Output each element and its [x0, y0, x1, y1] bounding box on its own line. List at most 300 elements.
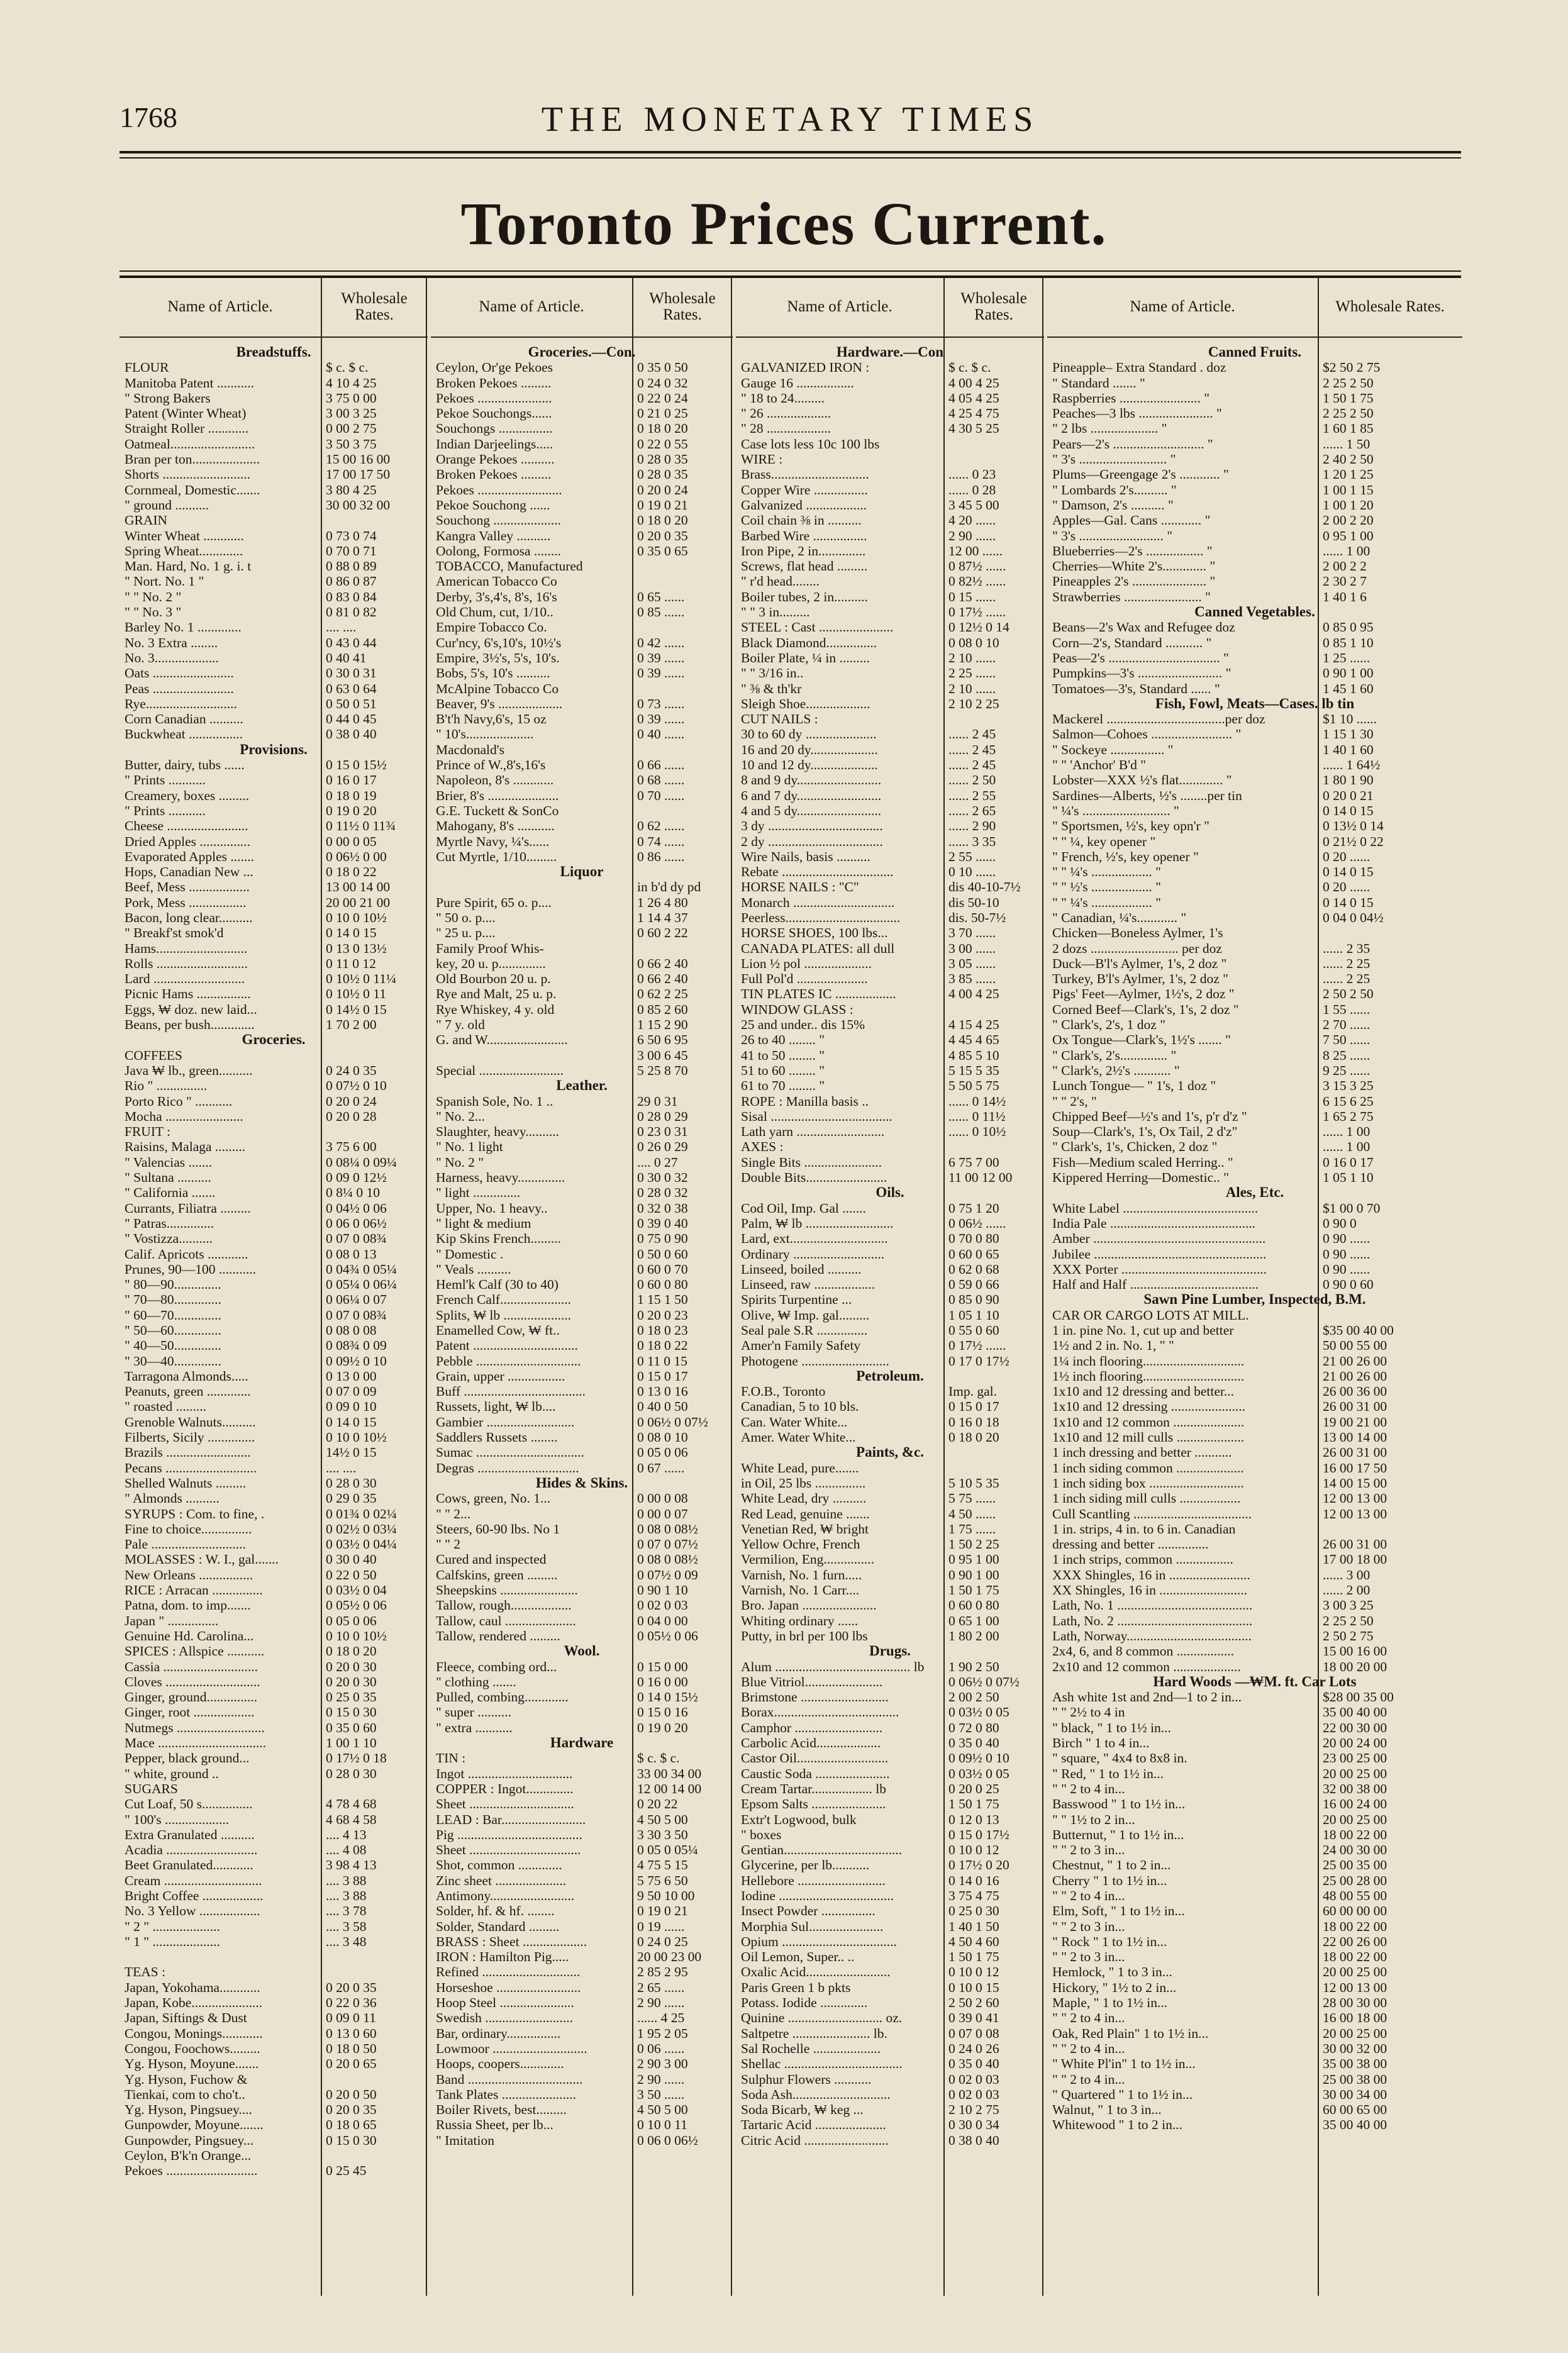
wholesale-rate: .... 4 13: [326, 1827, 367, 1842]
article-name: Sumac ................................: [436, 1445, 584, 1460]
wholesale-rate: 1 40 1 50: [948, 1918, 999, 1934]
article-name: BRASS : Sheet ...................: [436, 1933, 587, 1949]
wholesale-rate: 26 00 36 00: [1323, 1384, 1387, 1399]
article-name: F.O.B., Toronto: [741, 1384, 826, 1399]
wholesale-rate: 18 00 22 00: [1323, 1918, 1387, 1934]
article-name: Cod Oil, Imp. Gal .......: [741, 1200, 866, 1216]
price-row: [431, 971, 733, 986]
price-row: [120, 1185, 428, 1200]
article-name: Beans, per bush.............: [125, 1017, 255, 1033]
price-row: [736, 1216, 1044, 1231]
price-row: [120, 1995, 428, 2010]
article-name: Tartaric Acid .....................: [741, 2117, 886, 2133]
price-row: [736, 2117, 1044, 2132]
wholesale-rate: 0 39 0 41: [948, 2010, 999, 2026]
wholesale-rate: 1 50 1 75: [948, 1796, 999, 1812]
price-row: [736, 1201, 1044, 1216]
price-row: [736, 2041, 1044, 2056]
wholesale-rate: 0 15 0 16: [637, 1705, 688, 1720]
article-name: French Calf.....................: [436, 1292, 571, 1308]
price-row: [1047, 1552, 1462, 1567]
article-name: Maple, " 1 to 1½ in...: [1052, 1995, 1168, 2011]
page-title: Toronto Prices Current.: [460, 190, 1108, 257]
article-name: " Damson, 2's .......... ": [1052, 497, 1174, 513]
article-name: Birch " 1 to 4 in...: [1052, 1735, 1150, 1751]
article-name: Pekoe Souchong ......: [436, 497, 550, 513]
price-row: [736, 543, 1044, 559]
wholesale-rate: ...... 0 23: [948, 467, 996, 482]
wholesale-rate: 2 00 2 20: [1323, 513, 1374, 528]
article-name: Cherry " 1 to 1½ in...: [1052, 1872, 1167, 1888]
article-name: Hardware.—Con: [836, 345, 944, 360]
article-name: Calif. Apricots ............: [125, 1246, 248, 1262]
article-name: Corn Canadian ..........: [125, 711, 243, 727]
price-row: [736, 604, 1044, 620]
wholesale-rate: 0 28 0 29: [637, 1108, 688, 1124]
price-row: [736, 1277, 1044, 1292]
price-row: [1047, 2117, 1462, 2132]
wholesale-rate: 1 50 1 75: [948, 1949, 999, 1965]
column-header-name: Name of Article.: [1047, 277, 1318, 338]
article-name: Manitoba Patent ...........: [125, 375, 255, 391]
price-row: [120, 2026, 428, 2041]
wholesale-rate: 1 14 4 37: [637, 909, 688, 925]
wholesale-rate: 0 16 0 17: [1323, 1154, 1374, 1170]
section-heading: [1047, 1292, 1462, 1307]
price-row: [431, 1613, 733, 1628]
wholesale-rate: 14½ 0 15: [326, 1445, 377, 1460]
article-name: Extra Granulated ..........: [125, 1827, 255, 1842]
article-name: Orange Pekoes ..........: [436, 452, 555, 467]
price-row: [736, 1139, 1044, 1154]
article-name: Old Bourbon 20 u. p.: [436, 971, 551, 987]
article-name: Old Chum, cut, 1/10..: [436, 604, 553, 620]
article-name: Cream .............................: [125, 1872, 262, 1888]
article-name: AXES :: [741, 1139, 784, 1155]
wholesale-rate: 18 00 22 00: [1323, 1827, 1387, 1842]
wholesale-rate: 1 00 1 20: [1323, 497, 1374, 513]
article-name: " " 3/16 in..: [741, 665, 804, 681]
article-name: Evaporated Apples .......: [125, 848, 254, 864]
price-row: [120, 971, 428, 986]
wholesale-rate: 0 17½ 0 18: [326, 1750, 387, 1766]
wholesale-rate: 5 50 5 75: [948, 1078, 999, 1094]
price-row: [1047, 895, 1462, 910]
wholesale-rate: 0 90 1 00: [948, 1567, 999, 1583]
price-row: [1047, 498, 1462, 513]
wholesale-rate: 4 50 4 60: [948, 1933, 999, 1949]
wholesale-rate: 22 00 30 00: [1323, 1720, 1387, 1735]
wholesale-rate: 1 15 1 30: [1323, 726, 1374, 742]
price-row: [1047, 864, 1462, 879]
article-name: Java ₩ lb., green..........: [125, 1062, 253, 1078]
article-name: Ginger, ground...............: [125, 1689, 258, 1705]
article-name: Coil chain ⅜ in ..........: [741, 513, 862, 528]
article-name: Peas ........................: [125, 681, 234, 696]
wholesale-rate: 1 50 2 25: [948, 1537, 999, 1552]
wholesale-rate: 4 50 ......: [948, 1506, 996, 1521]
wholesale-rate: 0 90 1 00: [1323, 665, 1374, 681]
article-name: " " 'Anchor' B'd ": [1052, 757, 1147, 773]
wholesale-rate: $35 00 40 00: [1323, 1323, 1394, 1338]
article-name: " 50 o. p....: [436, 909, 496, 925]
wholesale-rate: 3 00 3 25: [326, 406, 377, 421]
wholesale-rate: 4 00 4 25: [948, 986, 999, 1002]
article-name: Harness, heavy..............: [436, 1170, 565, 1186]
price-row: [1047, 1063, 1462, 1078]
article-name: Gauge 16 .................: [741, 375, 854, 391]
price-row: [736, 1613, 1044, 1628]
wholesale-rate: 3 80 4 25: [326, 482, 377, 498]
wholesale-rate: 0 66 2 40: [637, 955, 688, 971]
price-row: [1047, 879, 1462, 894]
price-row: [431, 1292, 733, 1307]
price-row: [736, 1109, 1044, 1124]
article-name: " " 1½ to 2 in...: [1052, 1811, 1135, 1827]
wholesale-rate: 0 02 0 03: [637, 1598, 688, 1613]
article-name: Tomatoes—3's, Standard ...... ": [1052, 681, 1220, 696]
wholesale-rate: 0 18 0 20: [326, 1644, 377, 1659]
article-name: Hemlock, " 1 to 3 in...: [1052, 1964, 1172, 1980]
wholesale-rate: ...... 1 64½: [1323, 757, 1381, 773]
wholesale-rate: 0 18 0 50: [326, 2040, 377, 2056]
price-row: [120, 864, 428, 879]
article-name: dressing and better ...............: [1052, 1537, 1209, 1552]
price-row: [431, 1430, 733, 1445]
wholesale-rate: 0 30 0 31: [326, 665, 377, 681]
article-name: 1½ inch flooring..............................: [1052, 1368, 1245, 1384]
wholesale-rate: 4 78 4 68: [326, 1796, 377, 1812]
article-name: Lath yarn ..........................: [741, 1124, 885, 1140]
price-row: [431, 1017, 733, 1032]
wholesale-rate: 19 00 21 00: [1323, 1414, 1387, 1430]
price-row: [431, 956, 733, 971]
article-name: Vermilion, Eng...............: [741, 1552, 874, 1567]
price-row: [431, 1415, 733, 1430]
wholesale-rate: 16 00 18 00: [1323, 2010, 1387, 2026]
price-row: [120, 1919, 428, 1934]
article-name: Iron Pipe, 2 in..............: [741, 543, 866, 559]
wholesale-rate: 0 08 0 10: [948, 635, 999, 650]
wholesale-rate: 8 25 ......: [1323, 1047, 1371, 1063]
price-row: [1047, 2041, 1462, 2056]
article-name: Picnic Hams ................: [125, 986, 251, 1002]
wholesale-rate: 4 75 5 15: [637, 1857, 688, 1873]
price-row: [736, 498, 1044, 513]
article-name: Heml'k Calf (30 to 40): [436, 1277, 559, 1293]
price-row: [1047, 818, 1462, 833]
wholesale-rate: 4 20 ......: [948, 513, 996, 528]
wholesale-rate: 30 00 34 00: [1323, 2086, 1387, 2102]
wholesale-rate: 20 00 23 00: [637, 1949, 702, 1965]
price-row: [736, 1552, 1044, 1567]
price-row: [1047, 1888, 1462, 1903]
price-row: [120, 1231, 428, 1246]
wholesale-rate: 1 15 2 90: [637, 1017, 688, 1033]
price-row: [431, 1552, 733, 1567]
price-row: [120, 1063, 428, 1078]
wholesale-rate: 0 10 0 10½: [326, 1430, 387, 1445]
price-row: [736, 818, 1044, 833]
article-name: " ¼'s .......................... ": [1052, 803, 1179, 818]
price-row: [736, 665, 1044, 681]
price-row: [431, 2087, 733, 2102]
price-row: [431, 818, 733, 833]
price-row: [120, 1842, 428, 1857]
article-name: New Orleans ................: [125, 1567, 253, 1583]
wholesale-rate: 0 28 0 30: [326, 1766, 377, 1781]
wholesale-rate: 2 10 2 75: [948, 2102, 999, 2118]
price-row: [736, 1521, 1044, 1537]
price-row: [431, 665, 733, 681]
article-name: XXX Porter ...........................................: [1052, 1261, 1267, 1277]
article-name: 26 to 40 ........ ": [741, 1032, 825, 1048]
wholesale-rate: 5 75 6 50: [637, 1872, 688, 1888]
article-name: Oxalic Acid.........................: [741, 1964, 891, 1980]
article-name: Ginger, root ..................: [125, 1705, 255, 1720]
price-row: [120, 1139, 428, 1154]
wholesale-rate: 0 90 ......: [1323, 1246, 1371, 1262]
article-name: Raspberries ........................ ": [1052, 390, 1210, 406]
price-row: [1047, 482, 1462, 498]
price-row: [431, 1537, 733, 1552]
article-name: Ales, Etc.: [1225, 1185, 1284, 1201]
price-row: [120, 986, 428, 1001]
wholesale-rate: ...... 3 35: [948, 833, 996, 849]
wholesale-rate: dis. 50-7½: [948, 909, 1006, 925]
article-name: " Canadian, ¼'s............ ": [1052, 909, 1187, 925]
article-name: " super ..........: [436, 1705, 511, 1720]
wholesale-rate: 0 95 1 00: [1323, 528, 1374, 543]
article-name: Pekoes ......................: [436, 390, 552, 406]
price-row: [1047, 1017, 1462, 1032]
article-name: " 50—60..............: [125, 1323, 221, 1338]
price-row: [120, 1720, 428, 1735]
article-name: Rebate .................................: [741, 864, 894, 880]
article-name: Can. Water White...: [741, 1414, 848, 1430]
price-row: [1047, 1445, 1462, 1460]
price-row: [736, 681, 1044, 696]
wholesale-rate: 0 24 0 35: [326, 1062, 377, 1078]
article-name: Enamelled Cow, ₩ ft..: [436, 1323, 560, 1338]
wholesale-rate: 26 00 31 00: [1323, 1445, 1387, 1460]
wholesale-rate: 0 10½ 0 11: [326, 986, 386, 1002]
price-row: [1047, 375, 1462, 391]
article-name: Kip Skins French.........: [436, 1231, 561, 1247]
wholesale-rate: 0 00 2 75: [326, 421, 377, 437]
article-name: Japan " ...............: [125, 1613, 219, 1628]
price-row: [120, 895, 428, 910]
price-row: [736, 1705, 1044, 1720]
wholesale-rate: 0 30 0 34: [948, 2117, 999, 2133]
article-name: " 18 to 24.........: [741, 390, 825, 406]
article-name: " Clark's, 2½'s ........... ": [1052, 1062, 1180, 1078]
price-row: [736, 360, 1044, 375]
wholesale-rate: 0 60 0 65: [948, 1246, 999, 1262]
article-name: Oatmeal.........................: [125, 436, 255, 452]
wholesale-rate: ...... 1 00: [1323, 1139, 1371, 1155]
wholesale-rate: 18 00 22 00: [1323, 1949, 1387, 1965]
price-row: [736, 1002, 1044, 1017]
price-row: [120, 1827, 428, 1842]
wholesale-rate: 0 14 0 15: [1323, 803, 1374, 818]
wholesale-rate: 0 28 0 30: [326, 1475, 377, 1491]
article-name: " " ¼'s .................. ": [1052, 864, 1161, 880]
article-name: CUT NAILS :: [741, 711, 818, 727]
price-row: [736, 635, 1044, 650]
article-name: Single Bits .......................: [741, 1154, 882, 1170]
price-row: [431, 543, 733, 559]
wholesale-rate: 12 00 13 00: [1323, 1979, 1387, 1995]
price-row: [120, 1567, 428, 1583]
wholesale-rate: ...... 0 11½: [948, 1108, 1006, 1124]
wholesale-rate: 0 16 0 00: [637, 1674, 688, 1689]
price-row: [431, 1903, 733, 1918]
article-name: " Strong Bakers: [125, 390, 211, 406]
article-name: Pineapple– Extra Standard . doz: [1052, 360, 1226, 375]
wholesale-rate: ...... 0 10½: [948, 1124, 1006, 1140]
price-row: [736, 1720, 1044, 1735]
wholesale-rate: 0 13 0 60: [326, 2025, 377, 2041]
price-row: [120, 2087, 428, 2102]
article-name: 25 and under.. dis 15%: [741, 1017, 865, 1033]
price-row: [431, 742, 733, 757]
article-name: Creamery, boxes .........: [125, 787, 250, 803]
prices-table: [120, 277, 1465, 2296]
article-name: " 3's ......................... ": [1052, 528, 1173, 543]
wholesale-rate: 35 00 38 00: [1323, 2056, 1387, 2072]
price-row: [736, 2010, 1044, 2025]
wholesale-rate: 0 65 ......: [637, 589, 685, 604]
article-name: Hard Woods —₩M. ft. Car Lots: [1153, 1674, 1357, 1689]
wholesale-rate: 3 50 3 75: [326, 436, 377, 452]
section-heading: [431, 1644, 733, 1659]
wholesale-rate: 1 00 1 10: [326, 1735, 377, 1751]
wholesale-rate: 0 14 0 15: [1323, 864, 1374, 880]
price-row: [1047, 1124, 1462, 1139]
wholesale-rate: 2 50 2 60: [948, 1995, 999, 2011]
article-name: Iodine ..................................: [741, 1888, 894, 1903]
wholesale-rate: 0 09½ 0 10: [948, 1750, 1009, 1766]
article-name: in Oil, 25 lbs ...............: [741, 1475, 866, 1491]
price-row: [1047, 559, 1462, 574]
article-name: Pears—2's ........................... ": [1052, 436, 1213, 452]
price-row: [120, 1689, 428, 1705]
price-row: [1047, 1032, 1462, 1047]
section-heading: [736, 1445, 1044, 1460]
price-row: [736, 589, 1044, 604]
price-row: [1047, 956, 1462, 971]
wholesale-rate: 0 24 0 26: [948, 2040, 999, 2056]
article-name: Lard ...........................: [125, 971, 245, 987]
price-row: [1047, 910, 1462, 925]
wholesale-rate: 0 13½ 0 14: [1323, 818, 1384, 834]
wholesale-rate: 0 07 0 07½: [637, 1537, 698, 1552]
price-row: [1047, 1644, 1462, 1659]
price-row: [120, 1277, 428, 1292]
price-row: [1047, 2026, 1462, 2041]
article-name: " Domestic .: [436, 1246, 504, 1262]
article-name: 1 in. pine No. 1, cut up and better: [1052, 1323, 1234, 1338]
price-row: [431, 1796, 733, 1811]
article-name: Mackerel ...................................per doz: [1052, 711, 1265, 727]
wholesale-rate: 0 00 0 07: [637, 1506, 688, 1521]
article-name: " Prints ...........: [125, 803, 206, 818]
section-divider: [1042, 277, 1043, 2296]
wholesale-rate: 30 00 32 00: [326, 497, 391, 513]
price-row: [1047, 1842, 1462, 1857]
price-row: [120, 1415, 428, 1430]
wholesale-rate: 0 25 45: [326, 2163, 367, 2179]
article-name: G.E. Tuckett & SonCo: [436, 803, 559, 818]
article-name: Strawberries ....................... ": [1052, 589, 1211, 604]
article-name: SYRUPS : Com. to fine, .: [125, 1506, 265, 1521]
price-row: [736, 1063, 1044, 1078]
price-row: [1047, 1170, 1462, 1185]
article-name: Duck—B'l's Aylmer, 1's, 2 doz ": [1052, 955, 1227, 971]
article-name: Sardines—Alberts, ½'s ........per tin: [1052, 787, 1242, 803]
price-row: [431, 1201, 733, 1216]
price-row: [120, 513, 428, 528]
price-row: [736, 1827, 1044, 1842]
price-row: [1047, 1002, 1462, 1017]
price-row: [431, 391, 733, 406]
price-row: [736, 1124, 1044, 1139]
price-row: [120, 1903, 428, 1918]
price-row: [120, 1888, 428, 1903]
price-row: [431, 1124, 733, 1139]
article-name: " " 2 to 3 in...: [1052, 1842, 1125, 1858]
article-name: 6 and 7 dy.........................: [741, 787, 882, 803]
price-row: [736, 1598, 1044, 1613]
article-name: Extr't Logwood, bulk: [741, 1811, 857, 1827]
wholesale-rate: 0 06½ 0 07½: [948, 1674, 1020, 1689]
article-name: " No. 2 ": [436, 1154, 484, 1170]
article-name: Cut Loaf, 50 s...............: [125, 1796, 253, 1812]
price-row: [736, 574, 1044, 589]
wholesale-rate: 0 62 2 25: [637, 986, 688, 1002]
wholesale-rate: 0 07 0 08¾: [326, 1231, 387, 1247]
wholesale-rate: 0 20 0 50: [326, 2086, 377, 2102]
wholesale-rate: 0 08 0 08½: [637, 1552, 698, 1567]
wholesale-rate: 0 59 0 66: [948, 1277, 999, 1293]
wholesale-rate: 0 04 0 04½: [1323, 909, 1384, 925]
wholesale-rate: 0 39 ......: [637, 711, 685, 727]
price-row: [431, 559, 733, 574]
article-name: Apples—Gal. Cans ............ ": [1052, 513, 1211, 528]
article-name: Paints, &c.: [856, 1445, 924, 1460]
price-row: [431, 1766, 733, 1781]
wholesale-rate: 0 35 0 40: [948, 2056, 999, 2072]
wholesale-rate: 0 18 0 22: [637, 1338, 688, 1354]
wholesale-rate: 1 90 2 50: [948, 1659, 999, 1674]
article-name: Wire Nails, basis ..........: [741, 848, 870, 864]
price-row: [736, 1735, 1044, 1750]
price-row: [736, 513, 1044, 528]
price-row: [431, 1567, 733, 1583]
price-row: [1047, 528, 1462, 543]
wholesale-rate: 2 85 2 95: [637, 1964, 688, 1980]
wholesale-rate: 0 22 0 36: [326, 1995, 377, 2011]
article-name: Epsom Salts ......................: [741, 1796, 886, 1812]
wholesale-rate: 3 00 3 25: [1323, 1598, 1374, 1613]
article-name: " Patras..............: [125, 1215, 214, 1231]
price-row: [736, 1689, 1044, 1705]
price-row: [1047, 650, 1462, 665]
article-name: Camphor ..........................: [741, 1720, 883, 1735]
price-row: [431, 2041, 733, 2056]
price-row: [431, 375, 733, 391]
